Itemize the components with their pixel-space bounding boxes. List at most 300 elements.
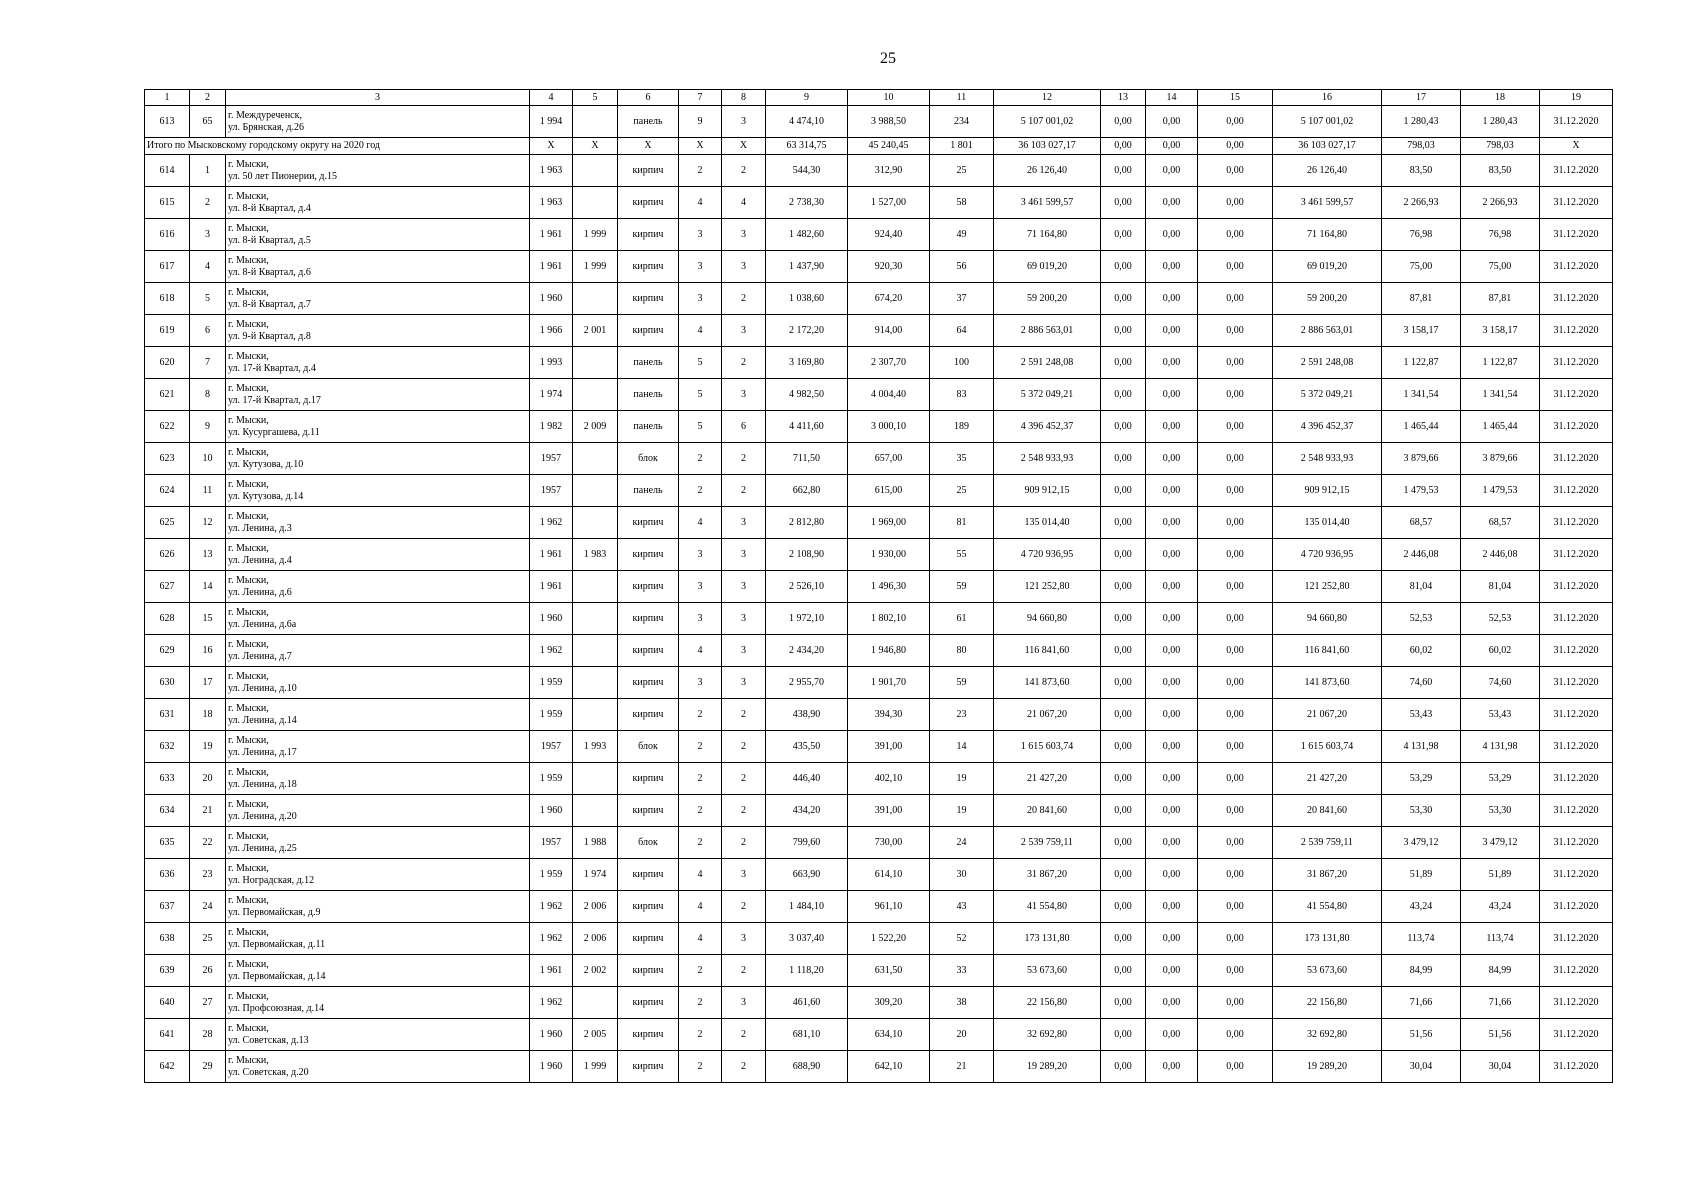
table-cell-col-10: 614,10 — [848, 859, 930, 891]
table-cell-col-10: 391,00 — [848, 731, 930, 763]
column-header: 2 — [190, 90, 226, 106]
table-cell-col-6: кирпич — [618, 891, 679, 923]
table-cell-col-8: 2 — [722, 891, 766, 923]
table-cell-col-12: 2 539 759,11 — [994, 827, 1101, 859]
table-cell-col-19: 31.12.2020 — [1540, 315, 1613, 347]
table-cell-col-7: 2 — [679, 795, 722, 827]
column-number-header-row — [145, 90, 1613, 106]
table-cell-col-15: 0,00 — [1198, 539, 1273, 571]
total-cell-col-17: 798,03 — [1382, 138, 1461, 155]
table-cell-col-18: 83,50 — [1461, 155, 1540, 187]
table-cell-col-7: 5 — [679, 347, 722, 379]
table-cell-col-12: 5 372 049,21 — [994, 379, 1101, 411]
table-cell-col-19: 31.12.2020 — [1540, 539, 1613, 571]
table-cell-col-4: 1 961 — [530, 571, 573, 603]
table-cell-col-4: 1957 — [530, 827, 573, 859]
table-cell-col-10: 961,10 — [848, 891, 930, 923]
table-cell-col-13: 0,00 — [1101, 1051, 1146, 1083]
table-cell-col-8: 2 — [722, 795, 766, 827]
address-cell — [226, 987, 530, 1019]
table-cell-col-6: кирпич — [618, 1019, 679, 1051]
table-cell-col-13: 0,00 — [1101, 379, 1146, 411]
table-cell-col-10: 1 527,00 — [848, 187, 930, 219]
address-street: ул. Первомайская, д.14 — [228, 970, 326, 982]
table-row — [145, 411, 1613, 443]
address-street: ул. Профсоюзная, д.14 — [228, 1002, 325, 1014]
table-cell-col-8: 2 — [722, 155, 766, 187]
table-cell-col-12: 2 548 933,93 — [994, 443, 1101, 475]
table-cell-col-19: 31.12.2020 — [1540, 251, 1613, 283]
table-cell-col-7: 3 — [679, 283, 722, 315]
address-street: ул. 8-й Квартал, д.5 — [228, 234, 311, 246]
row-number-cell: 629 — [145, 635, 190, 667]
table-cell-col-12: 59 200,20 — [994, 283, 1101, 315]
table-cell-col-13: 0,00 — [1101, 795, 1146, 827]
table-cell-col-19: 31.12.2020 — [1540, 1051, 1613, 1083]
table-cell-col-18: 53,29 — [1461, 763, 1540, 795]
table-cell-col-9: 681,10 — [766, 1019, 848, 1051]
table-cell-col-19: 31.12.2020 — [1540, 859, 1613, 891]
table-row — [145, 347, 1613, 379]
table-row — [145, 475, 1613, 507]
table-cell-col-11: 56 — [930, 251, 994, 283]
table-cell-col-16: 31 867,20 — [1273, 859, 1382, 891]
column-header: 13 — [1101, 90, 1146, 106]
table-cell-col-12: 31 867,20 — [994, 859, 1101, 891]
address-cell — [226, 219, 530, 251]
table-cell-col-7: 3 — [679, 219, 722, 251]
table-cell-col-7: 4 — [679, 507, 722, 539]
table-cell-col-16: 4 396 452,37 — [1273, 411, 1382, 443]
local-number-cell: 26 — [190, 955, 226, 987]
local-number-cell: 27 — [190, 987, 226, 1019]
row-number-cell: 613 — [145, 106, 190, 138]
address-city: г. Мыски, — [228, 254, 269, 266]
table-cell-col-19: 31.12.2020 — [1540, 155, 1613, 187]
table-cell-col-14: 0,00 — [1146, 763, 1198, 795]
table-cell-col-4: 1 963 — [530, 187, 573, 219]
table-cell-col-4: 1 960 — [530, 1051, 573, 1083]
table-cell-col-10: 1 930,00 — [848, 539, 930, 571]
table-cell-col-17: 1 122,87 — [1382, 347, 1461, 379]
table-cell-col-13: 0,00 — [1101, 315, 1146, 347]
table-cell-col-8: 3 — [722, 923, 766, 955]
table-cell-col-12: 4 720 936,95 — [994, 539, 1101, 571]
table-cell-col-16: 5 372 049,21 — [1273, 379, 1382, 411]
table-cell-col-10: 1 496,30 — [848, 571, 930, 603]
table-cell-col-17: 75,00 — [1382, 251, 1461, 283]
row-number-cell: 626 — [145, 539, 190, 571]
table-cell-col-10: 1 802,10 — [848, 603, 930, 635]
table-cell-col-7: 9 — [679, 106, 722, 138]
table-cell-col-11: 21 — [930, 1051, 994, 1083]
table-cell-col-13: 0,00 — [1101, 763, 1146, 795]
column-header: 19 — [1540, 90, 1613, 106]
table-cell-col-13: 0,00 — [1101, 699, 1146, 731]
table-cell-col-19: 31.12.2020 — [1540, 106, 1613, 138]
table-cell-col-14: 0,00 — [1146, 571, 1198, 603]
table-cell-col-18: 3 479,12 — [1461, 827, 1540, 859]
table-cell-col-15: 0,00 — [1198, 251, 1273, 283]
table-cell-col-12: 71 164,80 — [994, 219, 1101, 251]
table-cell-col-14: 0,00 — [1146, 251, 1198, 283]
table-cell-col-7: 2 — [679, 827, 722, 859]
table-row — [145, 827, 1613, 859]
table-cell-col-14: 0,00 — [1146, 795, 1198, 827]
local-number-cell: 65 — [190, 106, 226, 138]
table-cell-col-15: 0,00 — [1198, 699, 1273, 731]
table-cell-col-15: 0,00 — [1198, 507, 1273, 539]
table-cell-col-6: кирпич — [618, 795, 679, 827]
table-cell-col-8: 6 — [722, 411, 766, 443]
address-city: г. Мыски, — [228, 702, 269, 714]
table-cell-col-13: 0,00 — [1101, 475, 1146, 507]
table-cell-col-18: 1 122,87 — [1461, 347, 1540, 379]
table-cell-col-8: 3 — [722, 507, 766, 539]
table-cell-col-8: 2 — [722, 955, 766, 987]
address-cell — [226, 106, 530, 138]
address-city: г. Мыски, — [228, 894, 269, 906]
address-city: г. Мыски, — [228, 286, 269, 298]
column-header: 4 — [530, 90, 573, 106]
address-city: г. Мыски, — [228, 862, 269, 874]
table-cell-col-11: 80 — [930, 635, 994, 667]
local-number-cell: 16 — [190, 635, 226, 667]
table-cell-col-12: 26 126,40 — [994, 155, 1101, 187]
table-cell-col-7: 4 — [679, 859, 722, 891]
table-cell-col-17: 3 158,17 — [1382, 315, 1461, 347]
table-cell-col-4: 1 962 — [530, 635, 573, 667]
table-row — [145, 891, 1613, 923]
table-row — [145, 667, 1613, 699]
table-cell-col-9: 446,40 — [766, 763, 848, 795]
table-cell-col-18: 71,66 — [1461, 987, 1540, 1019]
table-cell-col-19: 31.12.2020 — [1540, 347, 1613, 379]
table-cell-col-4: 1 959 — [530, 667, 573, 699]
table-cell-col-5 — [573, 507, 618, 539]
row-number-cell: 641 — [145, 1019, 190, 1051]
table-row — [145, 923, 1613, 955]
table-cell-col-5 — [573, 987, 618, 1019]
local-number-cell: 2 — [190, 187, 226, 219]
table-cell-col-6: кирпич — [618, 219, 679, 251]
table-cell-col-13: 0,00 — [1101, 891, 1146, 923]
table-cell-col-5: 1 983 — [573, 539, 618, 571]
table-cell-col-14: 0,00 — [1146, 347, 1198, 379]
table-cell-col-12: 116 841,60 — [994, 635, 1101, 667]
table-cell-col-18: 3 879,66 — [1461, 443, 1540, 475]
table-cell-col-4: 1 966 — [530, 315, 573, 347]
table-cell-col-4: 1 974 — [530, 379, 573, 411]
row-number-cell: 618 — [145, 283, 190, 315]
table-row — [145, 283, 1613, 315]
row-number-cell: 638 — [145, 923, 190, 955]
table-cell-col-18: 81,04 — [1461, 571, 1540, 603]
address-cell — [226, 955, 530, 987]
table-cell-col-15: 0,00 — [1198, 603, 1273, 635]
table-cell-col-13: 0,00 — [1101, 187, 1146, 219]
address-cell — [226, 379, 530, 411]
table-cell-col-16: 2 539 759,11 — [1273, 827, 1382, 859]
address-city: г. Мыски, — [228, 478, 269, 490]
table-cell-col-14: 0,00 — [1146, 475, 1198, 507]
table-cell-col-10: 914,00 — [848, 315, 930, 347]
address-street: ул. Кутузова, д.10 — [228, 458, 304, 470]
table-cell-col-13: 0,00 — [1101, 443, 1146, 475]
table-cell-col-7: 2 — [679, 731, 722, 763]
table-cell-col-6: кирпич — [618, 283, 679, 315]
table-cell-col-7: 2 — [679, 1019, 722, 1051]
table-cell-col-10: 730,00 — [848, 827, 930, 859]
table-cell-col-13: 0,00 — [1101, 827, 1146, 859]
table-cell-col-4: 1 994 — [530, 106, 573, 138]
table-cell-col-11: 23 — [930, 699, 994, 731]
table-cell-col-15: 0,00 — [1198, 827, 1273, 859]
table-cell-col-11: 35 — [930, 443, 994, 475]
table-cell-col-14: 0,00 — [1146, 379, 1198, 411]
table-cell-col-18: 53,30 — [1461, 795, 1540, 827]
local-number-cell: 1 — [190, 155, 226, 187]
address-city: г. Мыски, — [228, 542, 269, 554]
table-cell-col-5 — [573, 667, 618, 699]
table-cell-col-4: 1 961 — [530, 955, 573, 987]
table-cell-col-16: 53 673,60 — [1273, 955, 1382, 987]
table-cell-col-17: 1 341,54 — [1382, 379, 1461, 411]
table-cell-col-10: 920,30 — [848, 251, 930, 283]
address-city: г. Мыски, — [228, 190, 269, 202]
table-cell-col-11: 234 — [930, 106, 994, 138]
table-cell-col-14: 0,00 — [1146, 1019, 1198, 1051]
table-cell-col-6: кирпич — [618, 251, 679, 283]
table-cell-col-14: 0,00 — [1146, 106, 1198, 138]
table-cell-col-17: 1 465,44 — [1382, 411, 1461, 443]
address-street: ул. 8-й Квартал, д.4 — [228, 202, 311, 214]
table-cell-col-13: 0,00 — [1101, 603, 1146, 635]
table-cell-col-19: 31.12.2020 — [1540, 955, 1613, 987]
address-cell — [226, 827, 530, 859]
address-cell — [226, 891, 530, 923]
table-cell-col-15: 0,00 — [1198, 187, 1273, 219]
table-cell-col-17: 1 479,53 — [1382, 475, 1461, 507]
table-cell-col-10: 1 522,20 — [848, 923, 930, 955]
table-cell-col-16: 26 126,40 — [1273, 155, 1382, 187]
table-cell-col-19: 31.12.2020 — [1540, 411, 1613, 443]
row-number-cell: 628 — [145, 603, 190, 635]
table-cell-col-8: 2 — [722, 443, 766, 475]
table-cell-col-16: 32 692,80 — [1273, 1019, 1382, 1051]
address-street: ул. Ленина, д.3 — [228, 522, 292, 534]
local-number-cell: 24 — [190, 891, 226, 923]
table-cell-col-14: 0,00 — [1146, 443, 1198, 475]
table-cell-col-17: 53,43 — [1382, 699, 1461, 731]
table-cell-col-16: 909 912,15 — [1273, 475, 1382, 507]
local-number-cell: 21 — [190, 795, 226, 827]
row-number-cell: 616 — [145, 219, 190, 251]
address-street: ул. 9-й Квартал, д.8 — [228, 330, 311, 342]
table-cell-col-16: 2 548 933,93 — [1273, 443, 1382, 475]
table-cell-col-9: 799,60 — [766, 827, 848, 859]
column-header: 14 — [1146, 90, 1198, 106]
address-city: г. Мыски, — [228, 798, 269, 810]
table-cell-col-12: 1 615 603,74 — [994, 731, 1101, 763]
table-cell-col-4: 1 962 — [530, 987, 573, 1019]
table-cell-col-11: 33 — [930, 955, 994, 987]
table-cell-col-7: 2 — [679, 443, 722, 475]
table-cell-col-7: 4 — [679, 635, 722, 667]
table-cell-col-16: 71 164,80 — [1273, 219, 1382, 251]
table-cell-col-19: 31.12.2020 — [1540, 635, 1613, 667]
table-cell-col-18: 30,04 — [1461, 1051, 1540, 1083]
address-cell — [226, 283, 530, 315]
table-cell-col-10: 924,40 — [848, 219, 930, 251]
table-cell-col-8: 3 — [722, 987, 766, 1019]
table-cell-col-9: 3 037,40 — [766, 923, 848, 955]
local-number-cell: 14 — [190, 571, 226, 603]
table-cell-col-5: 2 002 — [573, 955, 618, 987]
table-cell-col-7: 3 — [679, 539, 722, 571]
table-cell-col-7: 4 — [679, 891, 722, 923]
table-cell-col-5: 2 009 — [573, 411, 618, 443]
address-city: г. Мыски, — [228, 734, 269, 746]
table-cell-col-17: 83,50 — [1382, 155, 1461, 187]
table-cell-col-5 — [573, 155, 618, 187]
column-header: 12 — [994, 90, 1101, 106]
table-row — [145, 795, 1613, 827]
table-cell-col-9: 711,50 — [766, 443, 848, 475]
table-cell-col-7: 4 — [679, 315, 722, 347]
table-cell-col-8: 4 — [722, 187, 766, 219]
table-cell-col-6: панель — [618, 347, 679, 379]
address-city: г. Мыски, — [228, 990, 269, 1002]
table-cell-col-14: 0,00 — [1146, 219, 1198, 251]
table-cell-col-17: 87,81 — [1382, 283, 1461, 315]
table-cell-col-5 — [573, 443, 618, 475]
table-cell-col-9: 2 812,80 — [766, 507, 848, 539]
table-cell-col-6: кирпич — [618, 859, 679, 891]
table-cell-col-6: кирпич — [618, 763, 679, 795]
row-number-cell: 632 — [145, 731, 190, 763]
table-cell-col-11: 30 — [930, 859, 994, 891]
table-cell-col-19: 31.12.2020 — [1540, 603, 1613, 635]
table-row — [145, 635, 1613, 667]
address-cell — [226, 1051, 530, 1083]
address-city: г. Мыски, — [228, 414, 269, 426]
table-cell-col-6: панель — [618, 106, 679, 138]
table-cell-col-19: 31.12.2020 — [1540, 219, 1613, 251]
table-cell-col-13: 0,00 — [1101, 283, 1146, 315]
table-cell-col-17: 52,53 — [1382, 603, 1461, 635]
address-city: г. Мыски, — [228, 574, 269, 586]
table-row — [145, 507, 1613, 539]
table-cell-col-15: 0,00 — [1198, 443, 1273, 475]
table-cell-col-14: 0,00 — [1146, 731, 1198, 763]
table-cell-col-17: 30,04 — [1382, 1051, 1461, 1083]
table-cell-col-14: 0,00 — [1146, 635, 1198, 667]
table-cell-col-5 — [573, 571, 618, 603]
table-cell-col-18: 52,53 — [1461, 603, 1540, 635]
total-cell-col-13: 0,00 — [1101, 138, 1146, 155]
table-cell-col-14: 0,00 — [1146, 411, 1198, 443]
table-cell-col-11: 38 — [930, 987, 994, 1019]
table-cell-col-8: 2 — [722, 475, 766, 507]
local-number-cell: 25 — [190, 923, 226, 955]
table-cell-col-8: 3 — [722, 571, 766, 603]
table-cell-col-9: 1 038,60 — [766, 283, 848, 315]
table-cell-col-10: 631,50 — [848, 955, 930, 987]
table-row — [145, 155, 1613, 187]
table-cell-col-16: 19 289,20 — [1273, 1051, 1382, 1083]
table-cell-col-13: 0,00 — [1101, 571, 1146, 603]
local-number-cell: 20 — [190, 763, 226, 795]
row-number-cell: 617 — [145, 251, 190, 283]
table-cell-col-4: 1 961 — [530, 251, 573, 283]
table-cell-col-7: 5 — [679, 379, 722, 411]
table-cell-col-4: 1957 — [530, 731, 573, 763]
table-cell-col-5 — [573, 187, 618, 219]
row-number-cell: 624 — [145, 475, 190, 507]
table-cell-col-13: 0,00 — [1101, 155, 1146, 187]
page-number: 25 — [880, 50, 896, 67]
local-number-cell: 13 — [190, 539, 226, 571]
total-cell-col-7: Х — [679, 138, 722, 155]
table-cell-col-18: 76,98 — [1461, 219, 1540, 251]
table-cell-col-18: 2 446,08 — [1461, 539, 1540, 571]
address-street: ул. Советская, д.13 — [228, 1034, 309, 1046]
table-cell-col-15: 0,00 — [1198, 155, 1273, 187]
table-cell-col-10: 2 307,70 — [848, 347, 930, 379]
table-cell-col-17: 51,89 — [1382, 859, 1461, 891]
table-cell-col-8: 2 — [722, 699, 766, 731]
table-cell-col-6: кирпич — [618, 1051, 679, 1083]
address-cell — [226, 539, 530, 571]
table-cell-col-19: 31.12.2020 — [1540, 507, 1613, 539]
table-cell-col-17: 60,02 — [1382, 635, 1461, 667]
table-cell-col-12: 41 554,80 — [994, 891, 1101, 923]
table-cell-col-18: 4 131,98 — [1461, 731, 1540, 763]
table-row — [145, 603, 1613, 635]
table-cell-col-8: 2 — [722, 731, 766, 763]
table-row — [145, 187, 1613, 219]
table-cell-col-9: 2 434,20 — [766, 635, 848, 667]
table-cell-col-5: 1 999 — [573, 219, 618, 251]
address-city: г. Мыски, — [228, 958, 269, 970]
table-cell-col-16: 135 014,40 — [1273, 507, 1382, 539]
address-street: ул. Кутузова, д.14 — [228, 490, 304, 502]
table-cell-col-5: 1 988 — [573, 827, 618, 859]
table-cell-col-4: 1 982 — [530, 411, 573, 443]
table-cell-col-13: 0,00 — [1101, 731, 1146, 763]
table-cell-col-6: панель — [618, 411, 679, 443]
local-number-cell: 28 — [190, 1019, 226, 1051]
total-row-label: Итого по Мысковскому городскому округу на 2020 год — [145, 138, 530, 155]
row-number-cell: 635 — [145, 827, 190, 859]
table-cell-col-18: 51,89 — [1461, 859, 1540, 891]
table-cell-col-14: 0,00 — [1146, 699, 1198, 731]
row-number-cell: 639 — [145, 955, 190, 987]
total-row — [145, 138, 1613, 155]
table-cell-col-16: 41 554,80 — [1273, 891, 1382, 923]
total-cell-col-16: 36 103 027,17 — [1273, 138, 1382, 155]
column-header: 17 — [1382, 90, 1461, 106]
table-cell-col-12: 53 673,60 — [994, 955, 1101, 987]
table-cell-col-18: 75,00 — [1461, 251, 1540, 283]
table-cell-col-6: кирпич — [618, 667, 679, 699]
table-cell-col-5: 2 006 — [573, 923, 618, 955]
table-cell-col-18: 87,81 — [1461, 283, 1540, 315]
column-header: 18 — [1461, 90, 1540, 106]
table-cell-col-8: 3 — [722, 635, 766, 667]
address-city: г. Мыски, — [228, 766, 269, 778]
